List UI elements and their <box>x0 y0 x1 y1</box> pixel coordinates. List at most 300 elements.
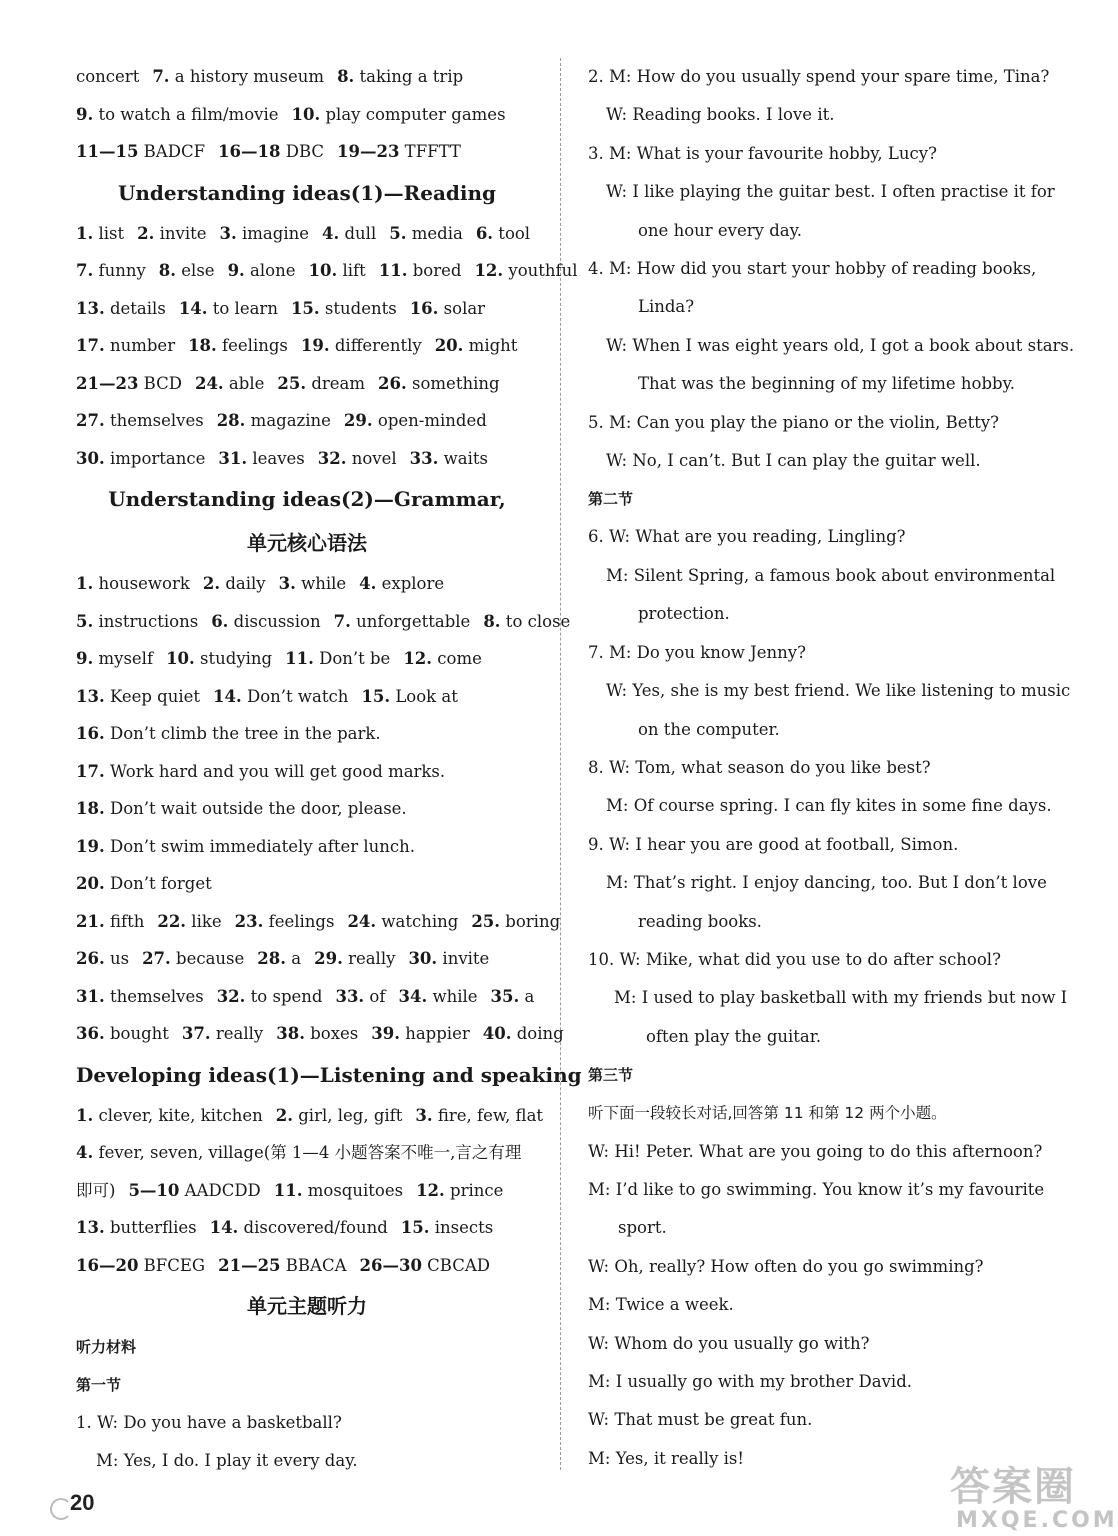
answer-text: fifth <box>104 911 145 931</box>
answer-number: 1. <box>76 574 94 593</box>
answer-item <box>401 1209 493 1247</box>
answer-item <box>76 58 139 96</box>
answer-item <box>137 215 206 253</box>
answer-number: 2. <box>275 1105 293 1125</box>
answer-text: BCD <box>138 373 182 393</box>
answer-line <box>76 440 538 478</box>
answer-number: 7. <box>333 611 351 631</box>
answer-item <box>76 440 205 478</box>
answer-line <box>76 96 538 134</box>
answer-line <box>76 678 538 716</box>
answer-text: come <box>432 649 482 668</box>
answer-item <box>76 96 279 134</box>
answer-text: really <box>210 1024 264 1043</box>
answer-number: 21. <box>76 911 105 931</box>
answer-number: 8. <box>483 611 501 631</box>
dialogue-line: M: Yes, I do. I play it every day. <box>96 1451 358 1471</box>
answer-number: 24. <box>194 373 224 393</box>
answer-item <box>398 978 477 1016</box>
answer-item <box>152 58 324 96</box>
answer-text: Work hard and you will get good marks. <box>104 761 446 781</box>
answer-item <box>235 903 335 941</box>
answer-item <box>128 1172 260 1210</box>
answer-text: Look at <box>390 686 458 706</box>
answer-text: invite <box>154 223 207 243</box>
answer-item <box>318 440 397 478</box>
answer-number: 15. <box>290 298 320 318</box>
answer-line <box>76 753 538 791</box>
answer-item <box>389 215 463 253</box>
answer-text: bought <box>104 1024 169 1043</box>
answer-text: magazine <box>245 411 331 430</box>
answer-item <box>474 252 577 290</box>
answer-number: 4. <box>322 223 340 243</box>
answer-number: 14. <box>213 686 242 706</box>
answer-text: really <box>342 949 396 968</box>
answer-item <box>314 940 395 978</box>
answer-text: happier <box>399 1024 470 1043</box>
part-one-label: 第一节 <box>76 1376 122 1394</box>
answer-item <box>157 903 221 941</box>
section-heading-listening: Developing ideas(1)—Listening and speaking <box>76 1062 582 1087</box>
page-number: 20 <box>70 1490 95 1515</box>
answer-item <box>220 215 309 253</box>
answer-item <box>378 365 500 403</box>
answer-number: 29. <box>343 411 373 430</box>
answer-item <box>76 940 129 978</box>
answer-item <box>166 640 272 678</box>
answer-text: doing <box>511 1024 564 1043</box>
listening-answers <box>76 1097 544 1285</box>
answer-line <box>76 978 538 1016</box>
answer-item <box>301 327 422 365</box>
right-column <box>588 58 1075 1478</box>
answer-number: 12. <box>403 649 433 668</box>
answer-text: butterflies <box>104 1218 197 1237</box>
answer-item <box>276 1015 358 1053</box>
answer-text: instructions <box>93 611 199 631</box>
answer-text: concert <box>76 67 140 86</box>
answer-text: Don’t forget <box>104 874 212 893</box>
dialogue-line: M: Twice a week. <box>588 1295 734 1315</box>
answer-text: myself <box>93 649 154 668</box>
answer-number: 5. <box>389 223 407 243</box>
answer-text: importance <box>104 448 206 468</box>
answer-number: 10. <box>166 649 195 668</box>
answer-number: 16—18 <box>218 142 281 161</box>
answer-number: 27. <box>142 949 171 968</box>
answer-item <box>76 215 124 253</box>
answer-text: unforgettable <box>350 611 471 631</box>
top-answers <box>76 58 538 171</box>
answer-text: while <box>295 574 347 593</box>
answer-number: 38. <box>276 1024 305 1043</box>
answer-text: differently <box>329 336 422 355</box>
answer-line <box>76 1247 538 1285</box>
answer-item <box>476 215 530 253</box>
answer-number: 15. <box>400 1218 430 1237</box>
answer-item <box>179 290 278 328</box>
answer-text: leaves <box>247 448 305 468</box>
answer-number: 16—20 <box>76 1255 139 1275</box>
answer-text: a history museum <box>169 67 325 86</box>
answer-text: list <box>93 223 125 243</box>
answer-number: 8. <box>158 261 177 280</box>
dialogue-line: W: I like playing the guitar best. I often practise it for <box>606 182 1055 202</box>
left-column <box>76 58 582 1481</box>
answer-text: daily <box>220 574 266 593</box>
answer-text: themselves <box>104 986 204 1006</box>
answer-line <box>76 603 571 641</box>
answer-text: Don’t be <box>313 649 391 668</box>
answer-item <box>195 365 264 403</box>
answer-line <box>76 1172 538 1210</box>
answer-number: 37. <box>181 1024 211 1043</box>
reading-answers <box>76 215 578 478</box>
answer-text: something <box>406 373 500 393</box>
answer-number: 23. <box>234 911 264 931</box>
answer-item <box>483 603 570 641</box>
answer-line <box>76 940 538 978</box>
answer-text: prince <box>444 1180 504 1200</box>
answer-item <box>403 640 482 678</box>
answer-item <box>308 252 365 290</box>
instruction-text: 听下面一段较长对话,回答第 11 和第 12 两个小题。 <box>588 1104 947 1123</box>
answer-number: 31. <box>218 448 248 468</box>
answer-text: CBCAD <box>421 1255 491 1275</box>
dialogue-line: 6. W: What are you reading, Lingling? <box>588 527 906 547</box>
answer-line <box>76 828 538 866</box>
answer-item <box>76 678 200 716</box>
answer-number: 11. <box>273 1180 303 1200</box>
answer-text: boxes <box>304 1024 359 1043</box>
answer-line <box>76 903 561 941</box>
answer-line <box>76 58 538 96</box>
answer-text: BBACA <box>280 1255 347 1275</box>
answer-item <box>347 903 458 941</box>
answer-item <box>291 290 397 328</box>
answer-number: 13. <box>76 298 105 318</box>
answer-item <box>76 1134 521 1172</box>
answer-number: 25. <box>277 373 307 393</box>
answer-text: Keep quiet <box>104 686 201 706</box>
answer-item <box>76 790 407 828</box>
answer-item <box>217 978 323 1016</box>
answer-text: funny <box>93 261 146 280</box>
section-heading-grammar-cn: 单元核心语法 <box>247 531 367 555</box>
answer-item <box>228 252 296 290</box>
answer-line <box>76 365 538 403</box>
grammar-answers <box>76 565 571 1053</box>
answer-number: 26—30 <box>359 1255 422 1275</box>
answer-item <box>76 1172 115 1210</box>
answer-number: 1. <box>76 223 94 243</box>
dialogue-line: W: Oh, really? How often do you go swimming? <box>588 1256 984 1276</box>
answer-text: us <box>104 949 130 968</box>
answer-text: explore <box>376 574 445 593</box>
answer-number: 32. <box>216 986 246 1006</box>
dialogue-line: reading books. <box>638 911 762 931</box>
answer-text: a <box>286 949 302 968</box>
dialogue-line: W: Whom do you usually go with? <box>588 1333 870 1353</box>
answer-text: watching <box>376 911 459 931</box>
answer-item <box>361 678 458 716</box>
answer-item <box>471 903 560 941</box>
answer-item <box>337 133 461 171</box>
dialogue-line: Linda? <box>638 297 695 317</box>
answer-item <box>76 1247 205 1285</box>
watermark-logo: 答案圈 MXQE.COM <box>950 1464 1118 1533</box>
answer-item <box>211 603 320 641</box>
answer-item <box>76 1015 169 1053</box>
dialogue-line: 10. W: Mike, what did you use to do after school? <box>588 949 1001 969</box>
answer-text: like <box>186 911 222 931</box>
answer-text: of <box>364 986 386 1006</box>
dialogue-line: W: That must be great fun. <box>588 1410 813 1430</box>
answer-text: dream <box>306 373 366 393</box>
answer-text: Don’t swim immediately after lunch. <box>104 836 415 856</box>
section-heading-grammar: Understanding ideas(2)—Grammar, <box>108 487 506 511</box>
answer-line <box>76 215 538 253</box>
dialogue-line: M: That’s right. I enjoy dancing, too. But I don’t love <box>606 873 1047 893</box>
answer-item <box>217 402 331 440</box>
answer-item <box>410 440 488 478</box>
answer-item <box>276 1097 403 1135</box>
dialogue-line: M: Silent Spring, a famous book about environmental <box>606 565 1056 585</box>
answer-item <box>218 133 324 171</box>
answer-text: while <box>427 986 478 1006</box>
dialogue-line: M: Yes, it really is! <box>588 1448 745 1468</box>
answer-text: Don’t wait outside the door, please. <box>104 799 407 818</box>
answer-line <box>76 327 538 365</box>
answer-item <box>76 978 204 1016</box>
answer-number: 13. <box>76 686 105 706</box>
answer-item <box>483 1015 564 1053</box>
answer-number: 1. <box>76 1105 94 1125</box>
answer-line <box>76 790 538 828</box>
answer-text: details <box>104 298 166 318</box>
answer-number: 16. <box>409 298 439 318</box>
answer-number: 2. <box>202 574 221 593</box>
answer-number: 40. <box>482 1024 512 1043</box>
answer-text: DBC <box>280 142 324 161</box>
answer-text: Don’t watch <box>241 686 349 706</box>
answer-number: 11—15 <box>76 142 139 161</box>
answer-line <box>76 1209 538 1247</box>
answer-text: AADCDD <box>179 1180 261 1200</box>
answer-text: feelings <box>216 336 288 355</box>
answer-item <box>76 753 445 791</box>
answer-number: 19. <box>300 336 330 355</box>
answer-number: 11. <box>285 649 314 668</box>
answer-item <box>218 1247 346 1285</box>
answer-number: 6. <box>211 611 229 631</box>
answer-item <box>279 565 347 603</box>
answer-text: girl, leg, gift <box>292 1105 403 1125</box>
answer-item <box>142 940 244 978</box>
answer-line <box>76 252 578 290</box>
answer-number: 28. <box>257 949 287 968</box>
answer-text: to close <box>500 611 571 631</box>
answer-item <box>76 252 146 290</box>
answer-item <box>76 903 144 941</box>
answer-item <box>292 96 506 134</box>
dialogue-line: 1. W: Do you have a basketball? <box>76 1413 342 1432</box>
answer-number: 33. <box>335 986 365 1006</box>
answer-number: 3. <box>219 223 237 243</box>
answer-item <box>76 327 175 365</box>
answer-number: 12. <box>416 1180 445 1200</box>
answer-text: TFFTT <box>399 142 461 161</box>
answer-line <box>76 290 538 328</box>
dialogue-line: 2. M: How do you usually spend your spare time, Tina? <box>588 67 1050 86</box>
dialogue-line: often play the guitar. <box>646 1026 822 1046</box>
answer-number: 6. <box>475 223 494 243</box>
answer-item <box>218 440 304 478</box>
answer-number: 3. <box>415 1105 433 1125</box>
dialogue-line: W: Hi! Peter. What are you going to do this afternoon? <box>588 1141 1043 1161</box>
answer-item <box>285 640 390 678</box>
answer-text: to learn <box>207 298 278 318</box>
answer-line <box>76 640 538 678</box>
answer-number: 14. <box>178 298 208 318</box>
answer-number: 32. <box>317 448 347 468</box>
answer-item <box>415 1097 543 1135</box>
answer-number: 20. <box>434 336 464 355</box>
answer-text: alone <box>244 261 296 280</box>
answer-number: 8. <box>337 67 355 86</box>
answer-line <box>76 402 538 440</box>
answer-text: lift <box>337 261 366 280</box>
answer-item <box>435 327 518 365</box>
answer-item <box>182 1015 263 1053</box>
answer-item <box>76 133 205 171</box>
answer-number: 31. <box>76 986 105 1006</box>
answer-item <box>277 365 365 403</box>
answer-item <box>76 1097 263 1135</box>
answer-item <box>76 715 381 753</box>
answer-number: 24. <box>347 911 377 931</box>
section-heading-reading: Understanding ideas(1)—Reading <box>117 180 497 205</box>
dialogue-line: 5. M: Can you play the piano or the violin, Betty? <box>588 412 999 432</box>
answer-text: waits <box>438 448 488 468</box>
answer-text: themselves <box>104 411 204 430</box>
answer-number: 7. <box>152 67 170 86</box>
answer-number: 21—23 <box>76 373 139 393</box>
answer-number: 26. <box>378 373 407 393</box>
answer-number: 4. <box>359 574 377 593</box>
answer-number: 5—10 <box>128 1180 180 1200</box>
answer-number: 35. <box>490 986 520 1006</box>
answer-text: able <box>223 373 265 393</box>
answer-text: discussion <box>228 611 321 631</box>
answer-number: 39. <box>371 1024 400 1043</box>
answer-item <box>76 828 415 866</box>
answer-item <box>159 252 215 290</box>
dialogue-line: 3. M: What is your favourite hobby, Lucy? <box>588 143 937 163</box>
answer-item <box>335 978 385 1016</box>
answer-number: 11. <box>378 261 408 280</box>
answer-line <box>76 133 538 171</box>
answer-item <box>491 978 535 1016</box>
dialogue-line: 4. M: How did you start your hobby of reading books, <box>588 259 1037 279</box>
answer-item <box>379 252 462 290</box>
answer-number: 14. <box>209 1218 239 1237</box>
answer-text: students <box>319 298 397 318</box>
answer-text: novel <box>346 448 397 468</box>
answer-number: 13. <box>76 1218 105 1237</box>
answer-number: 7. <box>76 261 94 280</box>
answer-number: 10. <box>291 104 321 124</box>
answer-number: 9. <box>76 104 94 124</box>
answer-text: boring <box>500 911 561 931</box>
dialogue-line: W: No, I can’t. But I can play the guitar well. <box>606 451 981 471</box>
answer-text: media <box>406 223 463 243</box>
answer-number: 28. <box>216 411 246 430</box>
answer-text: to spend <box>245 986 323 1006</box>
answer-number: 19—23 <box>337 142 400 161</box>
listening-material-label: 听力材料 <box>76 1338 137 1356</box>
answer-text: fire, few, flat <box>432 1105 544 1125</box>
answer-text: number <box>104 336 176 355</box>
answer-item <box>213 678 348 716</box>
dialogue-line: M: Of course spring. I can fly kites in some fine days. <box>606 796 1052 816</box>
answer-item <box>410 290 485 328</box>
answer-text: a <box>519 986 535 1006</box>
answer-item <box>359 565 444 603</box>
answer-number: 9. <box>76 649 94 668</box>
answer-item <box>76 365 182 403</box>
answer-number: 16. <box>76 724 105 743</box>
dialogue-line: on the computer. <box>638 719 780 739</box>
answer-text: housework <box>93 574 190 593</box>
answer-number: 20. <box>76 874 105 893</box>
answer-text: BFCEG <box>138 1255 206 1275</box>
answer-text: clever, kite, kitchen <box>93 1105 263 1125</box>
answer-item <box>337 58 463 96</box>
answer-number: 30. <box>76 448 105 468</box>
answer-number: 4. <box>76 1143 94 1162</box>
answer-number: 10. <box>308 261 338 280</box>
answer-item <box>76 402 204 440</box>
part-label: 第三节 <box>588 1066 634 1085</box>
answer-text: insects <box>429 1218 494 1237</box>
answer-item <box>344 402 487 440</box>
dialogue-line: W: When I was eight years old, I got a book about stars. <box>606 335 1075 355</box>
answer-item <box>274 1172 403 1210</box>
answer-text: mosquitoes <box>302 1180 404 1200</box>
answer-item <box>76 865 212 903</box>
answer-number: 26. <box>76 949 105 968</box>
answer-text: to watch a film/movie <box>93 104 279 124</box>
answer-text: discovered/found <box>238 1218 388 1237</box>
answer-text: youthful <box>503 261 578 280</box>
answer-text: studying <box>194 649 273 668</box>
answer-item <box>408 940 489 978</box>
answer-text: Don’t climb the tree in the park. <box>104 724 381 743</box>
dialogue-line: sport. <box>618 1218 667 1238</box>
answer-line <box>76 865 538 903</box>
answer-number: 18. <box>76 799 105 818</box>
answer-text: play computer games <box>320 104 506 124</box>
dialogue-line: That was the beginning of my lifetime hobby. <box>638 374 1015 394</box>
answer-text: open-minded <box>372 411 487 430</box>
dialogue-line: one hour every day. <box>638 220 802 240</box>
dialogue-line: M: I’d like to go swimming. You know it’s my favourite <box>588 1179 1045 1199</box>
answer-number: 21—25 <box>218 1255 281 1275</box>
answer-text: else <box>176 261 215 280</box>
answer-text: invite <box>437 949 490 968</box>
